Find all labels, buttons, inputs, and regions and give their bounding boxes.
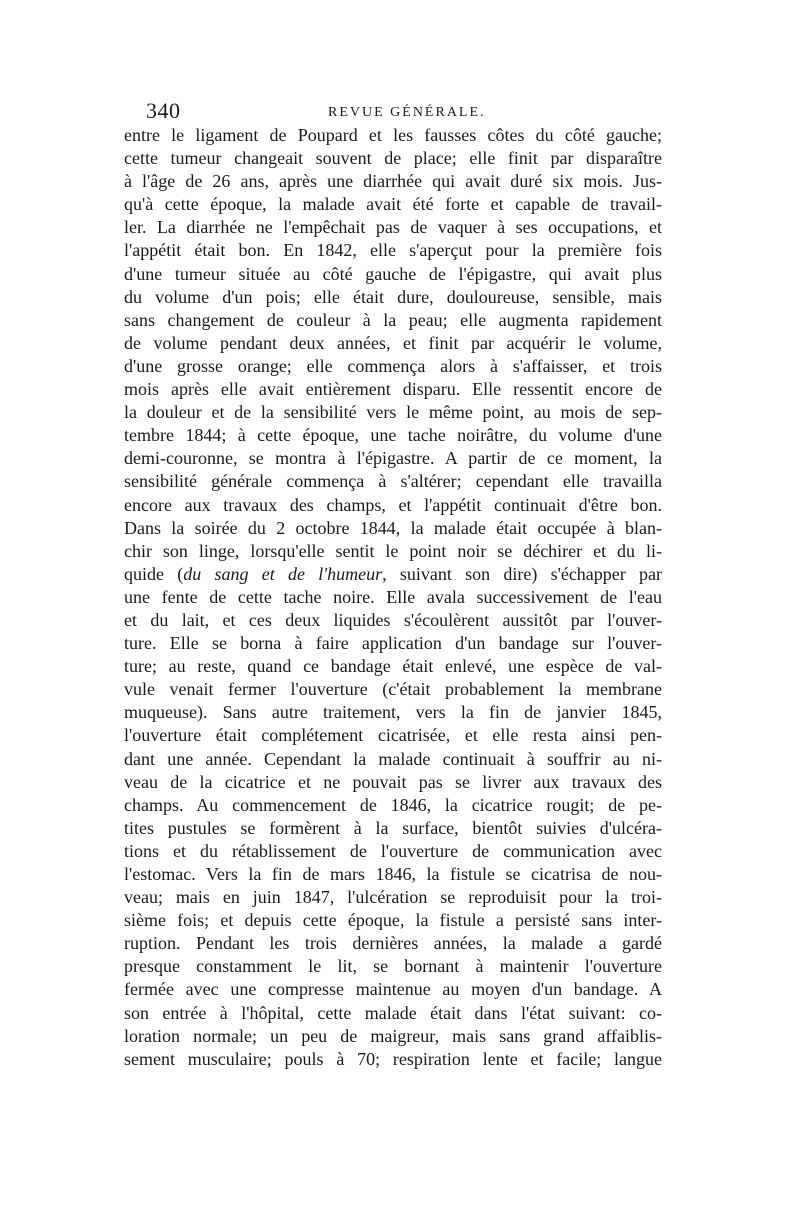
text-line: dant une année. Cependant la malade continuait à souffrir au ni- (124, 748, 662, 769)
text-line: sensibilité générale commença à s'altérer; cependant elle travailla (124, 471, 662, 492)
text-line: sième fois; et depuis cette époque, la fistule a persisté sans inter- (124, 910, 662, 931)
text-line: du volume d'un pois; elle était dure, douloureuse, sensible, mais (124, 286, 662, 307)
text-line: à l'âge de 26 ans, après une diarrhée qui avait duré six mois. Jus- (124, 171, 662, 192)
text-line: ture; au reste, quand ce bandage était enlevé, une espèce de val- (124, 656, 662, 677)
text-line: veau; mais en juin 1847, l'ulcération se reproduisit pour la troi- (124, 887, 662, 908)
text-line: d'une grosse orange; elle commença alors à s'affaisser, et trois (124, 355, 662, 376)
text-line: l'appétit était bon. En 1842, elle s'aperçut pour la première fois (124, 240, 662, 261)
text-line: tembre 1844; à cette époque, une tache noirâtre, du volume d'une (124, 425, 662, 446)
text-line: l'estomac. Vers la fin de mars 1846, la fistule se cicatrisa de nou- (124, 864, 662, 884)
body-text (124, 124, 662, 1071)
text-line: fermée avec une compresse maintenue au moyen d'un bandage. A (124, 979, 662, 1000)
text-line: mois après elle avait entièrement disparu. Elle ressentit encore de (124, 379, 662, 400)
text-line: l'ouverture était complétement cicatrisée, et elle resta ainsi pen- (124, 725, 662, 746)
text-line: encore aux travaux des champs, et l'appétit continuait d'être bon. (124, 494, 662, 515)
running-title: REVUE GÉNÉRALE. (328, 105, 486, 120)
text-line: d'une tumeur située au côté gauche de l'épigastre, qui avait plus (124, 263, 662, 284)
text-line: sans changement de couleur à la peau; elle augmenta rapidement (124, 309, 662, 330)
italic-phrase: du sang et de l'humeur (183, 563, 383, 584)
text-line: sement musculaire; pouls à 70; respiration lente et facile; langue (124, 1048, 662, 1069)
text-line: et du lait, et ces deux liquides s'écoulèrent aussitôt par l'ouver- (124, 609, 662, 630)
text-fragment: quide ( (124, 563, 184, 584)
text-line: vule venait fermer l'ouverture (c'était probablement la membrane (124, 679, 662, 700)
text-line: presque constamment le lit, se bornant à maintenir l'ouverture (124, 956, 662, 977)
text-line: son entrée à l'hôpital, cette malade était dans l'état suivant: co- (124, 1002, 662, 1023)
text-line: la douleur et de la sensibilité vers le même point, au mois de sep- (124, 402, 662, 423)
text-line: ruption. Pendant les trois dernières années, la malade a gardé (124, 933, 662, 954)
text-line: ler. La diarrhée ne l'empêchait pas de vaquer à ses occupations, et (124, 217, 662, 238)
text-line: Dans la soirée du 2 octobre 1844, la malade était occupée à blan- (124, 517, 662, 538)
text-line: tions et du rétablissement de l'ouverture de communication avec (124, 840, 662, 861)
text-line: de volume pendant deux années, et finit par acquérir le volume, (124, 332, 662, 353)
text-line: cette tumeur changeait souvent de place; elle finit par disparaître (124, 148, 662, 169)
text-line: loration normale; un peu de maigreur, mais sans grand affaiblis- (124, 1025, 662, 1046)
text-line: ture. Elle se borna à faire application d'un bandage sur l'ouver- (124, 633, 662, 654)
text-line: veau de la cicatrice et ne pouvait pas se livrer aux travaux des (124, 771, 662, 792)
text-line: chir son linge, lorsqu'elle sentit le point noir se déchirer et du li- (124, 540, 662, 561)
text-line-with-italic (124, 563, 662, 586)
text-line: une fente de cette tache noire. Elle avala successivement de l'eau (124, 586, 662, 607)
text-line: muqueuse). Sans autre traitement, vers la fin de janvier 1845, (124, 702, 662, 723)
text-fragment: , suivant son dire) s'échapper par (382, 563, 663, 584)
page-number: 340 (146, 98, 181, 123)
text-line: qu'à cette époque, la malade avait été forte et capable de travail- (124, 194, 662, 215)
text-line: tites pustules se formèrent à la surface, bientôt suivies d'ulcéra- (124, 817, 662, 838)
text-line: entre le ligament de Poupard et les fausses côtes du côté gauche; (124, 125, 662, 145)
text-line: demi-couronne, se montra à l'épigastre. A partir de ce moment, la (124, 448, 662, 469)
text-line: champs. Au commencement de 1846, la cicatrice rougit; de pe- (124, 794, 662, 815)
